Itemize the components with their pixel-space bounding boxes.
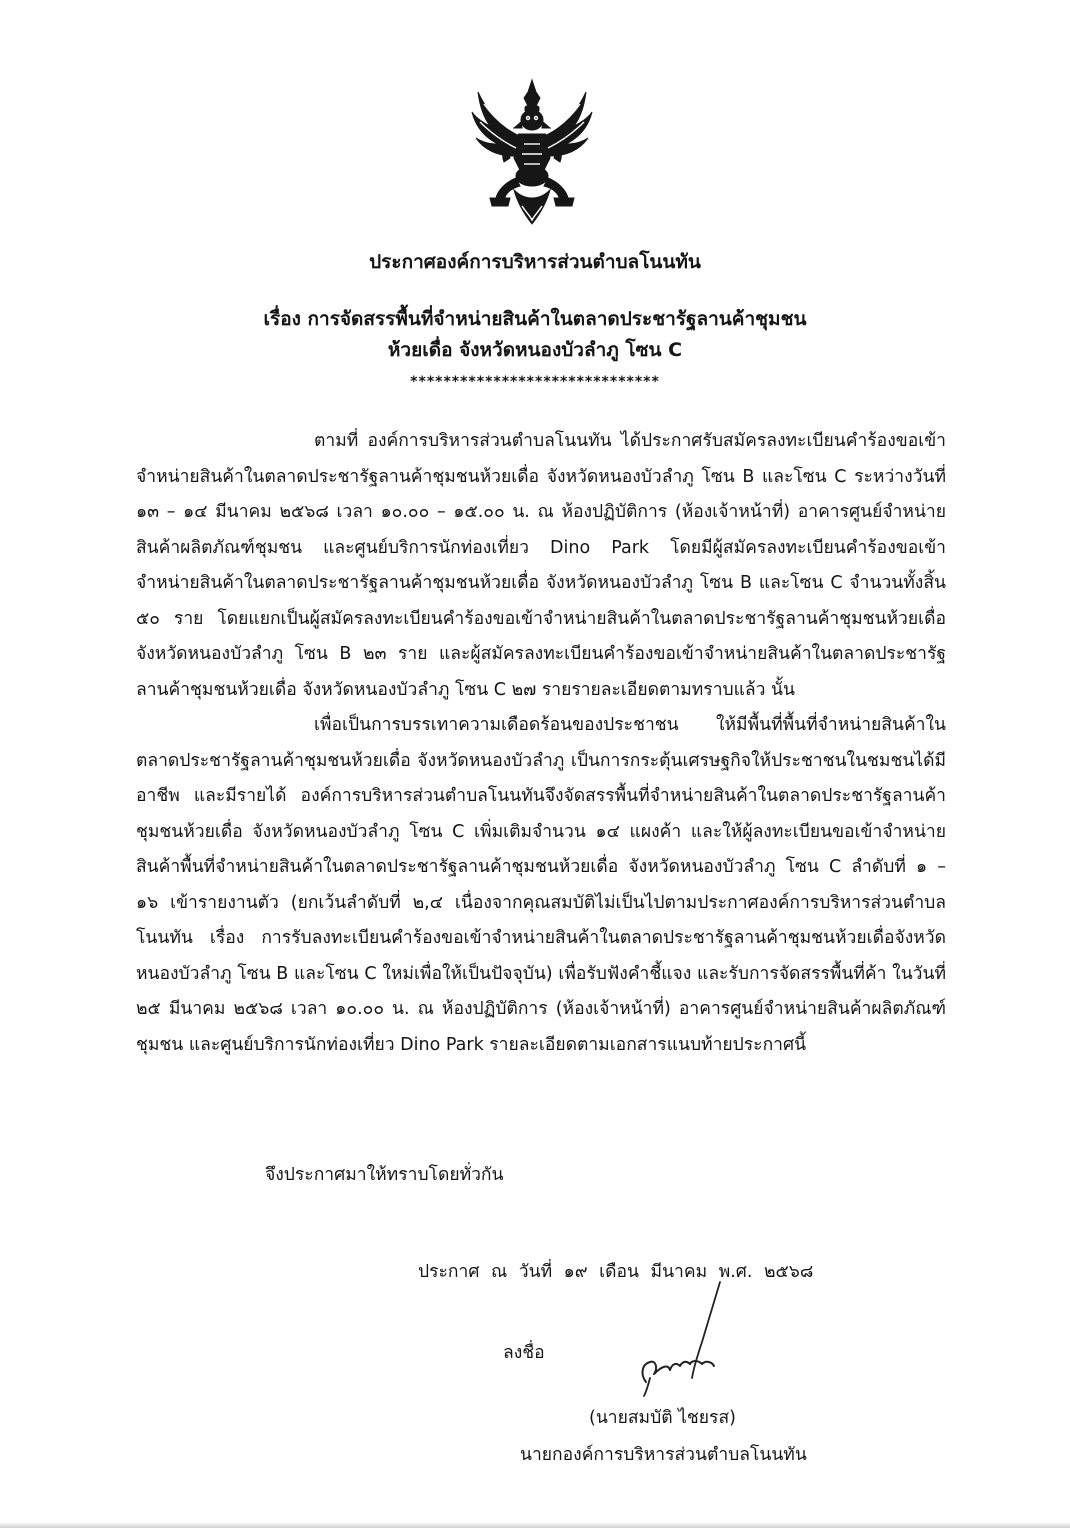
garuda-emblem-icon bbox=[470, 78, 595, 226]
announcement-title: ประกาศองค์การบริหารส่วนตำบลโนนทัน bbox=[369, 251, 701, 273]
signer-name: (นายสมบัติ ไชยรส) bbox=[589, 1408, 736, 1428]
handwritten-signature bbox=[628, 1278, 738, 1398]
body-paragraph-1: ตามที่ องค์การบริหารส่วนตำบลโนนทัน ได้ประกาศรับสมัครลงทะเบียนคำร้องขอเข้าจำหน่ายสินค้าในตลาดประชารัฐลานค้าชุมชนห้วยเดื่อ จังหวัดหนองบัวลำภู โซน B และโซน C ระหว่างวันที่ ๑๓ – ๑๔ มีนาคม ๒๕๖๘ เวลา ๑๐.๐๐ – ๑๕.๐๐ น. ณ ห้องปฏิบัติการ (ห้องเจ้าหน้าที่) อาคารศูนย์จำหน่ายสินค้าผลิตภัณฑ์ชุมชน และศูนย์บริการนักท่องเที่ยว Dino Park โดยมีผู้สมัครลงทะเบียนคำร้องขอเข้าจำหน่ายสินค้าในตลาดประชารัฐลานค้าชุมชนห้วยเดื่อ จังหวัดหนองบัวลำภู โซน B และโซน C จำนวนทั้งสิ้น ๕๐ ราย โดยแยกเป็นผู้สมัครลงทะเบียนคำร้องขอเข้าจำหน่ายสินค้าในตลาดประชารัฐลานค้าชุมชนห้วยเดื่อ จังหวัดหนองบัวลำภู โซน B ๒๓ ราย และผู้สมัครลงทะเบียนคำร้องขอเข้าจำหน่ายสินค้าในตลาดประชารัฐลานค้าชุมชนห้วยเดื่อ จังหวัดหนองบัวลำภู โซน C ๒๗ รายรายละเอียดตามทราบแล้ว นั้น bbox=[136, 431, 946, 700]
separator-stars: ****************************** bbox=[410, 374, 660, 390]
signature-label: ลงชื่อ bbox=[503, 1343, 545, 1363]
subject-line-2: ห้วยเดื่อ จังหวัดหนองบัวลำภู โซน C bbox=[387, 339, 683, 361]
announcement-date: ประกาศ ณ วันที่ ๑๙ เดือน มีนาคม พ.ศ. ๒๕๖๘ bbox=[418, 1262, 814, 1282]
scan-edge-shadow bbox=[0, 1522, 1070, 1528]
body-paragraph-2: เพื่อเป็นการบรรเทาความเดือดร้อนของประชาชน ให้มีพื้นที่พื้นที่จำหน่ายสินค้าในตลาดประชารัฐลานค้าชุมชนห้วยเดื่อ จังหวัดหนองบัวลำภู เป็นการกระตุ้นเศรษฐกิจให้ประชาชนในชมชนได้มีอาชีพ และมีรายได้ องค์การบริหารส่วนตำบลโนนทันจึงจัดสรรพื้นที่จำหน่ายสินค้าในตลาดประชารัฐลานค้าชุมชนห้วยเดื่อ จังหวัดหนองบัวลำภู โซน C เพิ่มเติมจำนวน ๑๔ แผงค้า และให้ผู้ลงทะเบียนขอเข้าจำหน่ายสินค้าพื้นที่จำหน่ายสินค้าในตลาดประชารัฐลานค้าชุมชนห้วยเดื่อ จังหวัดหนองบัวลำภู โซน C ลำดับที่ ๑ – ๑๖ เข้ารายงานตัว (ยกเว้นลำดับที่ ๒,๔ เนื่องจากคุณสมบัติไม่เป็นไปตามประกาศองค์การบริหารส่วนตำบลโนนทัน เรื่อง การรับลงทะเบียนคำร้องขอเข้าจำหน่ายสินค้าในตลาดประชารัฐลานค้าชุมชนห้วยเดื่อจังหวัดหนองบัวลำภู โซน B และโซน C ใหม่เพื่อให้เป็นปัจจุบัน) เพื่อรับฟังคำชี้แจง และรับการจัดสรรพื้นที่ค้า ในวันที่ ๒๕ มีนาคม ๒๕๖๘ เวลา ๑๐.๐๐ น. ณ ห้องปฏิบัติการ (ห้องเจ้าหน้าที่) อาคารศูนย์จำหน่ายสินค้าผลิตภัณฑ์ชุมชน และศูนย์บริการนักท่องเที่ยว Dino Park รายละเอียดตามเอกสารแนบท้ายประกาศนี้ bbox=[136, 715, 946, 1055]
subject-line-1: เรื่อง การจัดสรรพื้นที่จำหน่ายสินค้าในตลาดประชารัฐลานค้าชุมชน bbox=[263, 308, 807, 330]
signer-position: นายกองค์การบริหารส่วนตำบลโนนทัน bbox=[520, 1445, 807, 1465]
closing-notice: จึงประกาศมาให้ทราบโดยทั่วกัน bbox=[265, 1165, 504, 1185]
